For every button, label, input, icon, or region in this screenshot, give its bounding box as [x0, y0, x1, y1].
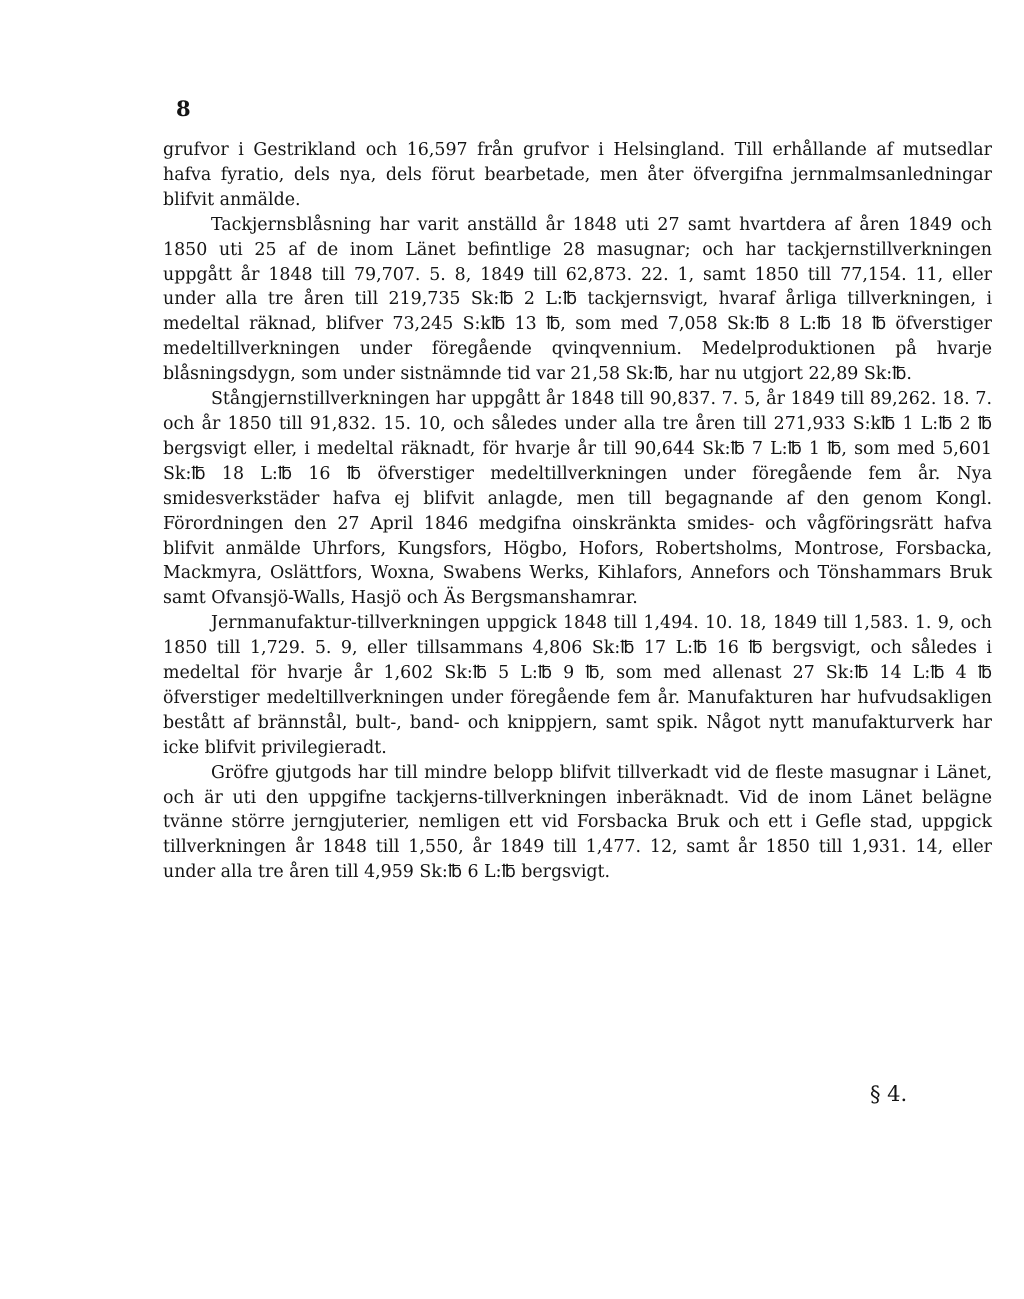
body-text — [163, 138, 992, 885]
paragraph-castings: Gröfre gjutgods har till mindre belopp blifvit tillverkadt vid de fleste masugnar i Länet, och är uti den uppgifne tackjerns-tillverkningen inberäknadt. Vid de inom Länet belägne tvänne större jerngjuterier, nemligen ett vid Forsbacka Bruk och ett i Gefle stad, uppgick tillverkningen år 1848 till 1,550, år 1849 till 1,477. 12, samt år 1850 till 1,931. 14, eller under alla tre åren till 4,959 Sk:℔ 6 L:℔ bergsvigt. — [163, 762, 992, 883]
section-heading: § 4. — [870, 1082, 908, 1106]
paragraph-iron-manufacture: Jernmanufaktur-tillverkningen uppgick 1848 till 1,494. 10. 18, 1849 till 1,583. 1. 9, och 1850 till 1,729. 5. 9, eller tillsammans 4,806 Sk:℔ 17 L:℔ 16 ℔ bergsvigt, och således i medeltal för hvarje år 1,602 Sk:℔ 5 L:℔ 9 ℔, som med allenast 27 Sk:℔ 14 L:℔ 4 ℔ öfverstiger medeltillverkningen under föregående fem år. Manufakturen har hufvudsakligen bestått af brännstål, bult-, band- och knippjern, samt spik. Något nytt manufakturverk har icke blifvit privilegieradt. — [163, 613, 992, 758]
paragraph-mining-claims: grufvor i Gestrikland och 16,597 från grufvor i Helsingland. Till erhållande af mutsedlar hafva fyratio, dels nya, dels förut bearbetade, men åter öfvergifna jernmalmsanledningar blifvit anmälde. — [163, 140, 992, 210]
paragraph-pig-iron: Tackjernsblåsning har varit anställd år 1848 uti 27 samt hvartdera af åren 1849 och 1850 uti 25 af de inom Länet befintlige 28 masugnar; och har tackjernstillverkningen uppgått år 1848 till 79,707. 5. 8, 1849 till 62,873. 22. 1, samt 1850 till 77,154. 11, eller under alla tre åren till 219,735 Sk:℔ 2 L:℔ tackjernsvigt, hvaraf årliga tillverkningen, i medeltal räknad, blifver 73,245 S:k℔ 13 ℔, som med 7,058 Sk:℔ 8 L:℔ 18 ℔ öfverstiger medeltillverkningen under föregående qvinqvennium. Medelproduktionen på hvarje blåsningsdygn, som under sistnämnde tid var 21,58 Sk:℔, har nu utgjort 22,89 Sk:℔. — [163, 214, 992, 385]
paragraph-bar-iron: Stångjernstillverkningen har uppgått år 1848 till 90,837. 7. 5, år 1849 till 89,262. 18. 7. och år 1850 till 91,832. 15. 10, och således under alla tre åren till 271,933 S:k℔ 1 L:℔ 2 ℔ bergsvigt eller, i medeltal räknadt, för hvarje år till 90,644 Sk:℔ 7 L:℔ 1 ℔, som med 5,601 Sk:℔ 18 L:℔ 16 ℔ öfverstiger medeltillverkningen under föregående fem år. Nya smidesverkstäder hafva ej blifvit anlagde, men till begagnande af den genom Kongl. Förordningen den 27 April 1846 medgifna oinskränkta smides- och vågföringsrätt hafva blifvit anmälde Uhrfors, Kungsfors, Högbo, Hofors, Robertsholms, Montrose, Forsbacka, Mackmyra, Oslättfors, Woxna, Swabens Werks, Kihlafors, Annefors och Tönshammars Bruk samt Ofvansjö-Walls, Hasjö och Äs Bergsmanshamrar. — [163, 389, 992, 609]
page-number: 8 — [176, 96, 191, 121]
